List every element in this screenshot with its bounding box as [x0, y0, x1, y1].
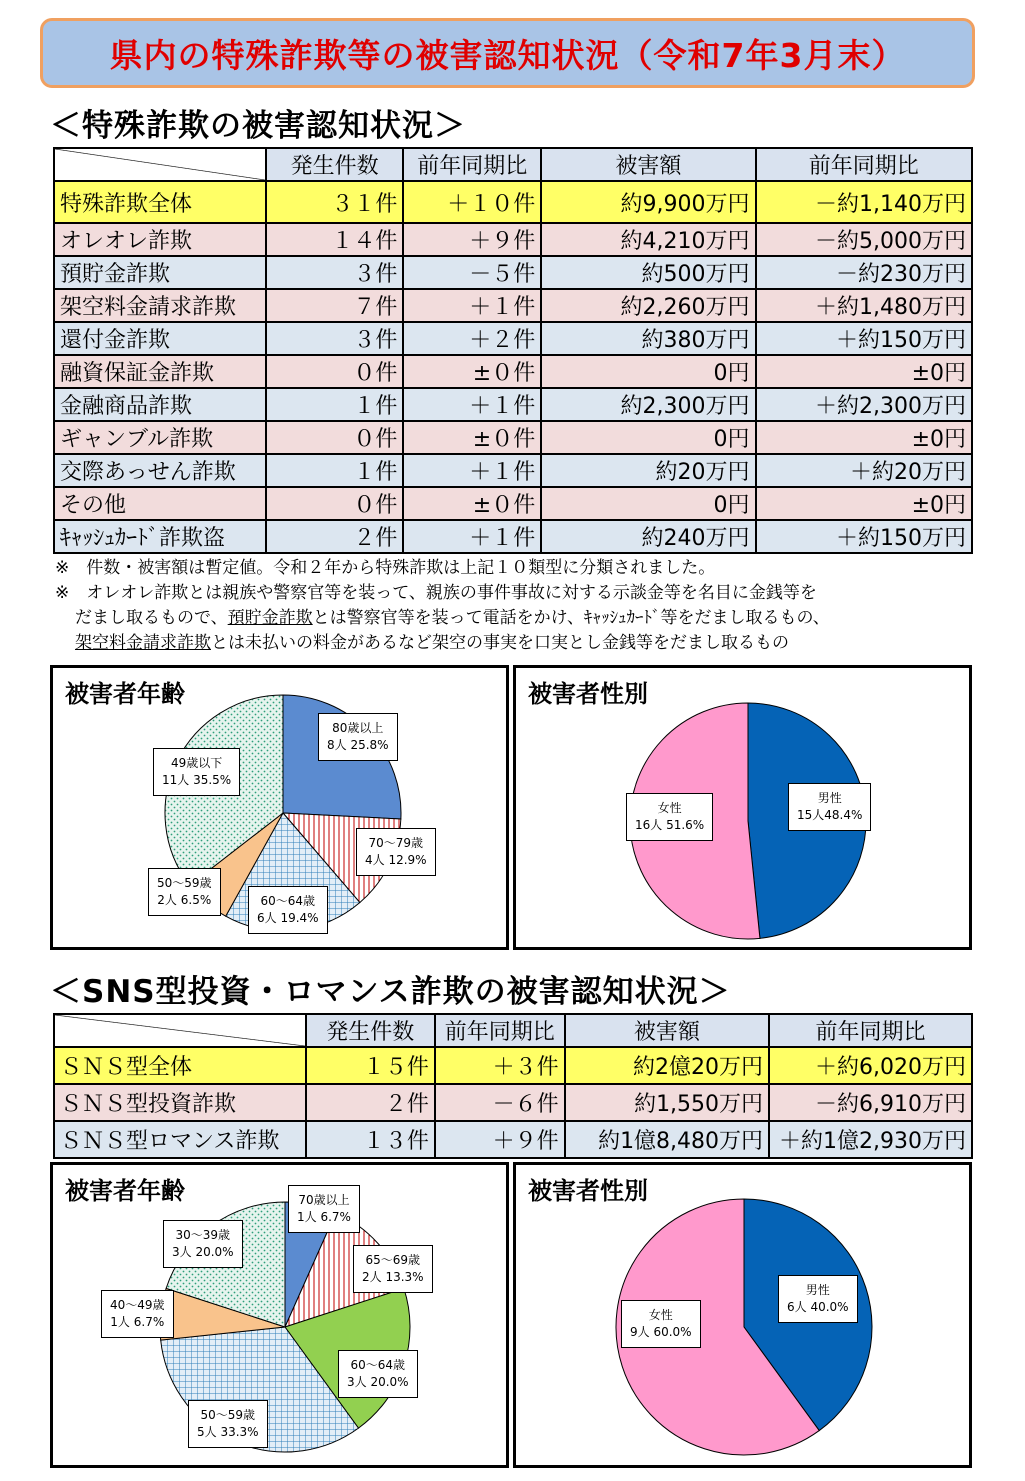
pie-label — [248, 886, 328, 934]
pie-label-category: 49歳以下 — [170, 756, 223, 770]
row-label: オレオレ詐欺 — [54, 223, 266, 256]
pie-label — [621, 1300, 701, 1348]
pie-label-category: 70～79歳 — [368, 836, 424, 850]
page-title: 県内の特殊詐欺等の被害認知状況（令和7年3月末） — [109, 35, 906, 75]
cell-count: ３件 — [266, 322, 404, 355]
pie-label-category: 65～69歳 — [365, 1253, 421, 1267]
pie-label-category: 40～49歳 — [110, 1298, 165, 1312]
corner-cell — [54, 1014, 306, 1047]
row-label: ＳＮＳ型ロマンス詐欺 — [54, 1121, 306, 1158]
cell-amount: 約2,260万円 — [541, 289, 755, 322]
pie-label — [288, 1185, 360, 1233]
cell-count: １件 — [266, 388, 404, 421]
row-label: ｷｬｯｼｭｶｰﾄﾞ詐欺盗 — [54, 520, 266, 553]
row-label: ＳＮＳ型投資詐欺 — [54, 1084, 306, 1121]
pie-label-value: 2人 6.5% — [157, 893, 212, 907]
cell-amount: 0円 — [541, 355, 755, 388]
cell-count-diff: ＋２件 — [403, 322, 541, 355]
notes — [55, 556, 830, 656]
row-label: 預貯金詐欺 — [54, 256, 266, 289]
special-fraud-table — [53, 147, 973, 554]
gender-chart-box-2 — [513, 1162, 972, 1468]
cell-amount-diff: ＋約1億2,930万円 — [769, 1121, 972, 1158]
row-label: 交際あっせん詐欺 — [54, 454, 266, 487]
note-line — [55, 581, 830, 606]
pie-label-value: 6人 19.4% — [257, 911, 319, 925]
pie-label-value: 6人 40.0% — [787, 1300, 849, 1314]
age-chart-box-2 — [50, 1162, 509, 1468]
cell-amount: 約20万円 — [541, 454, 755, 487]
cell-amount: 約240万円 — [541, 520, 755, 553]
pie-label — [188, 1400, 268, 1448]
table-row — [54, 520, 972, 553]
col-header: 被害額 — [541, 148, 755, 181]
gender-pie-chart-2 — [516, 1165, 969, 1465]
table-row — [54, 181, 972, 223]
pie-label — [626, 793, 713, 841]
chart-title: 被害者性別 — [528, 1177, 648, 1205]
cell-count-diff: －５件 — [403, 256, 541, 289]
pie-label-value: 4人 12.9% — [365, 853, 427, 867]
pie-label-value: 3人 20.0% — [347, 1375, 409, 1389]
col-header: 前年同期比 — [435, 1014, 565, 1047]
col-header: 被害額 — [565, 1014, 769, 1047]
cell-amount-diff: ＋約150万円 — [756, 322, 972, 355]
pie-label-value: 9人 60.0% — [630, 1325, 692, 1339]
pie-label-category: 30～39歳 — [175, 1228, 231, 1242]
pie-label — [353, 1245, 433, 1293]
row-label: ギャンブル詐欺 — [54, 421, 266, 454]
cell-count-diff: ＋１件 — [403, 454, 541, 487]
col-header: 前年同期比 — [756, 148, 972, 181]
gender-chart-box-1 — [513, 665, 972, 950]
pie-label — [338, 1350, 418, 1398]
cell-amount: 約4,210万円 — [541, 223, 755, 256]
cell-amount-diff: －約5,000万円 — [756, 223, 972, 256]
cell-count-diff: ＋９件 — [403, 223, 541, 256]
cell-count: ３件 — [266, 256, 404, 289]
cell-amount-diff: －約230万円 — [756, 256, 972, 289]
row-label: ＳＮＳ型全体 — [54, 1047, 306, 1084]
row-label: 融資保証金詐欺 — [54, 355, 266, 388]
cell-amount: 約500万円 — [541, 256, 755, 289]
cell-amount-diff: ±0円 — [756, 487, 972, 520]
pie-label — [778, 1275, 858, 1323]
note-term: 架空料金請求詐欺 — [75, 633, 211, 653]
note-line — [55, 631, 830, 656]
section2-title: ＜SNS型投資・ロマンス詐欺の被害認知状況＞ — [50, 974, 731, 1010]
pie-label-value: 16人 51.6% — [635, 818, 705, 832]
cell-count: ０件 — [266, 421, 404, 454]
sns-fraud-table — [53, 1013, 973, 1159]
cell-amount-diff: －約1,140万円 — [756, 181, 972, 223]
cell-amount-diff: ＋約2,300万円 — [756, 388, 972, 421]
note-text: とは親族や警察官等を装って、親族の事件事故に対する示談金等を名目に金銭等を — [188, 583, 817, 603]
pie-label-category: 60～64歳 — [260, 894, 316, 908]
note-text: だまし取るもので、 — [75, 608, 228, 628]
age-chart-box-1 — [50, 665, 509, 950]
pie-label-value: 5人 33.3% — [197, 1425, 259, 1439]
pie-label-value: 11人 35.5% — [162, 773, 232, 787]
col-header: 発生件数 — [266, 148, 404, 181]
cell-count-diff: ＋１件 — [403, 520, 541, 553]
cell-count: １３件 — [306, 1121, 435, 1158]
cell-amount: 約380万円 — [541, 322, 755, 355]
pie-label-category: 女性 — [657, 801, 682, 815]
row-label: その他 — [54, 487, 266, 520]
cell-count-diff: ＋９件 — [435, 1121, 565, 1158]
pie-label-category: 女性 — [648, 1308, 673, 1322]
table-row — [54, 355, 972, 388]
cell-count: １５件 — [306, 1047, 435, 1084]
col-header: 前年同期比 — [403, 148, 541, 181]
cell-count-diff: ±０件 — [403, 355, 541, 388]
cell-amount-diff: ±0円 — [756, 421, 972, 454]
table-row — [54, 223, 972, 256]
cell-count: ７件 — [266, 289, 404, 322]
pie-label-category: 60～64歳 — [350, 1358, 406, 1372]
table-row — [54, 388, 972, 421]
cell-amount: 約2億20万円 — [565, 1047, 769, 1084]
table-row — [54, 1084, 972, 1121]
cell-amount-diff: ＋約20万円 — [756, 454, 972, 487]
chart-title: 被害者性別 — [528, 680, 648, 708]
cell-count-diff: ＋１件 — [403, 289, 541, 322]
corner-cell — [54, 148, 266, 181]
cell-amount: 0円 — [541, 487, 755, 520]
cell-count: １件 — [266, 454, 404, 487]
col-header: 前年同期比 — [769, 1014, 972, 1047]
cell-count: ０件 — [266, 355, 404, 388]
pie-label-category: 70歳以上 — [298, 1193, 350, 1207]
cell-amount: 0円 — [541, 421, 755, 454]
pie-label — [163, 1220, 243, 1268]
cell-amount-diff: ＋約1,480万円 — [756, 289, 972, 322]
cell-count: ２件 — [266, 520, 404, 553]
cell-count-diff: ±０件 — [403, 421, 541, 454]
chart-title: 被害者年齢 — [65, 1177, 185, 1205]
cell-amount-diff: ＋約150万円 — [756, 520, 972, 553]
row-label: 還付金詐欺 — [54, 322, 266, 355]
table-row — [54, 487, 972, 520]
row-label: 特殊詐欺全体 — [54, 181, 266, 223]
note-term: 預貯金詐欺 — [227, 608, 313, 628]
cell-count-diff: －６件 — [435, 1084, 565, 1121]
cell-count-diff: ±０件 — [403, 487, 541, 520]
table-row — [54, 1047, 972, 1084]
cell-count: ２件 — [306, 1084, 435, 1121]
pie-label-category: 50～59歳 — [200, 1408, 256, 1422]
cell-amount-diff: －約6,910万円 — [769, 1084, 972, 1121]
table-row — [54, 454, 972, 487]
table-row — [54, 1121, 972, 1158]
row-label: 架空料金請求詐欺 — [54, 289, 266, 322]
table-row — [54, 421, 972, 454]
cell-amount-diff: ±0円 — [756, 355, 972, 388]
pie-label-category: 男性 — [817, 791, 842, 805]
gender-pie-chart-1 — [516, 668, 969, 947]
pie-label — [356, 828, 436, 876]
pie-label-value: 3人 20.0% — [172, 1245, 234, 1259]
cell-count-diff: ＋１０件 — [403, 181, 541, 223]
section1-title: ＜特殊詐欺の被害認知状況＞ — [50, 108, 466, 144]
note-term: ※ オレオレ詐欺 — [55, 583, 189, 603]
note-line — [55, 606, 830, 631]
cell-count-diff: ＋３件 — [435, 1047, 565, 1084]
pie-label-category: 男性 — [805, 1283, 830, 1297]
cell-count-diff: ＋１件 — [403, 388, 541, 421]
cell-amount: 約9,900万円 — [541, 181, 755, 223]
pie-label-value: 1人 6.7% — [297, 1210, 351, 1224]
pie-label-category: 80歳以上 — [332, 721, 384, 735]
cell-count: １４件 — [266, 223, 404, 256]
note-text: とは未払いの料金があるなど架空の事実を口実とし金銭等をだまし取るもの — [211, 633, 789, 653]
pie-label — [318, 713, 398, 761]
pie-label-value: 15人48.4% — [797, 808, 863, 822]
pie-label-value: 8人 25.8% — [327, 738, 389, 752]
pie-label-value: 2人 13.3% — [362, 1270, 424, 1284]
chart-title: 被害者年齢 — [65, 680, 185, 708]
cell-amount-diff: ＋約6,020万円 — [769, 1047, 972, 1084]
table-row — [54, 289, 972, 322]
cell-count: ３１件 — [266, 181, 404, 223]
pie-label — [148, 868, 221, 916]
pie-label — [101, 1290, 174, 1338]
col-header: 発生件数 — [306, 1014, 435, 1047]
pie-label — [788, 783, 871, 831]
cell-count: ０件 — [266, 487, 404, 520]
note-line: ※ 件数・被害額は暫定値。令和２年から特殊詐欺は上記１０類型に分類されました。 — [55, 558, 716, 578]
cell-amount: 約2,300万円 — [541, 388, 755, 421]
pie-label-category: 50～59歳 — [157, 876, 212, 890]
table-row — [54, 322, 972, 355]
title-banner — [40, 18, 975, 88]
pie-label-value: 1人 6.7% — [110, 1315, 165, 1329]
table-row — [54, 256, 972, 289]
row-label: 金融商品詐欺 — [54, 388, 266, 421]
cell-amount: 約1,550万円 — [565, 1084, 769, 1121]
cell-amount: 約1億8,480万円 — [565, 1121, 769, 1158]
note-text: とは警察官等を装って電話をかけ、ｷｬｯｼｭｶｰﾄﾞ等をだまし取るもの、 — [312, 608, 830, 628]
pie-label — [153, 748, 240, 796]
